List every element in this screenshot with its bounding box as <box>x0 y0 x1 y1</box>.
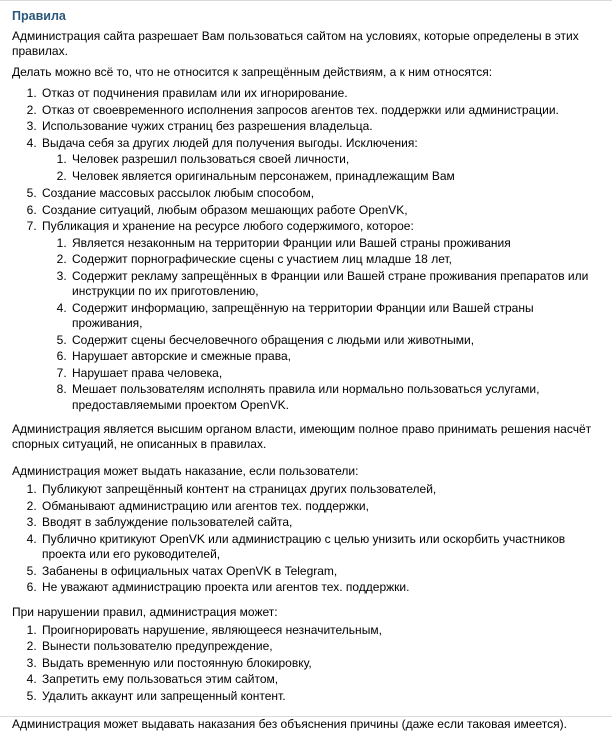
list-item-text: Содержит порнографические сцены с участием лиц младше 18 лет, <box>72 252 452 266</box>
punishment-conditions-list <box>10 482 602 596</box>
list-item-text: Выдача себя за других людей для получения выгоды. Исключения: <box>42 135 418 150</box>
list-item-text: Содержит информацию, запрещённую на территории Франции или Вашей страны проживания, <box>72 300 534 330</box>
list-item-text: Публикация и хранение на ресурсе любого содержимого, которое: <box>42 219 414 233</box>
list-item <box>70 252 602 268</box>
list-item <box>40 203 602 219</box>
list-item <box>40 499 602 515</box>
list-item <box>40 580 602 596</box>
list-item-text: Публично критикуют OpenVK или администрацию с целью унизить или оскорбить участников проекта или его руководителей, <box>42 531 566 561</box>
list-item <box>40 564 602 580</box>
list-item <box>70 236 602 252</box>
list-item <box>70 169 602 185</box>
list-item-text: Забанены в официальных чатах OpenVK в Telegram, <box>42 563 338 578</box>
list-item <box>70 301 602 332</box>
list-item-text: Проигнорировать нарушение, являющееся незначительным, <box>42 622 382 637</box>
list-item-text: Содержит рекламу запрещённых в Франции или Вашей стране проживания препаратов или инструкции по их приготовлению, <box>72 268 589 298</box>
intro-paragraph-2: Делать можно всё то, что не относится к запрещённым действиям, а к ним относятся: <box>12 65 493 79</box>
list-item <box>40 532 602 563</box>
list-item <box>70 152 602 168</box>
list-item <box>40 219 602 413</box>
forbidden-actions-list <box>10 86 602 413</box>
list-item-text: Нарушает права человека, <box>72 365 223 380</box>
list-item-text: Является незаконным на территории Франции или Вашей страны проживания <box>72 235 511 250</box>
list-item <box>40 186 602 202</box>
list-item <box>40 482 602 498</box>
list-item-text: Человек разрешил пользоваться своей личности, <box>72 152 350 166</box>
list-item <box>40 623 602 639</box>
list-item-text: Обманывают администрацию или агентов тех. поддержки, <box>42 498 369 513</box>
list-item-text: Отказ от своевременного исполнения запросов агентов тех. поддержки или администрации. <box>42 102 559 117</box>
list-item-text: Нарушает авторские и смежные права, <box>72 349 291 363</box>
list-item-text: Содержит сцены бесчеловечного обращения с людьми или животными, <box>72 332 475 347</box>
list-item <box>70 333 602 349</box>
list-item-text: Удалить аккаунт или запрещенный контент. <box>42 688 286 703</box>
footer-note-paragraph: Администрация может выдавать наказания без объяснения причины (даже если таковая имеется). <box>12 717 567 731</box>
sublist-impersonation-exceptions <box>42 152 602 184</box>
list-item-text: Человек является оригинальным персонажем, принадлежащим Вам <box>72 168 455 183</box>
list-item <box>70 366 602 382</box>
violation-intro-paragraph: При нарушении правил, администрация может: <box>12 604 278 619</box>
list-item-text: Запретить ему пользоваться этим сайтом, <box>42 672 279 686</box>
list-item <box>40 639 602 655</box>
list-item-text: Не уважают администрацию проекта или агентов тех. поддержки. <box>42 580 410 594</box>
list-item <box>40 103 602 119</box>
list-item-text: Публикуют запрещённый контент на страницах других пользователей, <box>42 482 437 496</box>
admin-authority-paragraph: Администрация является высшим органом власти, имеющим полное право принимать решения насчёт спорных ситуаций, не описанных в правилах. <box>12 422 592 451</box>
list-item <box>40 689 602 705</box>
page-title: Правила <box>12 9 66 23</box>
list-item-text: Выдать временную или постоянную блокировку, <box>42 655 312 670</box>
intro-paragraph-1: Администрация сайта разрешает Вам пользоваться сайтом на условиях, которые определены в этих правилах. <box>12 29 579 58</box>
list-item-text: Создание ситуаций, любым образом мешающих работе OpenVK, <box>42 202 408 217</box>
list-item <box>40 515 602 531</box>
list-item <box>40 656 602 672</box>
list-item-text: Вынести пользователю предупреждение, <box>42 639 273 653</box>
violation-measures-list <box>10 623 602 705</box>
list-item <box>70 349 602 365</box>
list-item <box>70 269 602 300</box>
list-item-text: Использование чужих страниц без разрешения владельца. <box>42 119 373 133</box>
punishment-intro-paragraph: Администрация может выдать наказание, если пользователи: <box>12 464 359 478</box>
list-item-text: Мешает пользователям исполнять правила или нормально пользоваться услугами, предоставляемыми проектом OpenVK. <box>72 382 540 412</box>
list-item-text: Вводят в заблуждение пользователей сайта, <box>42 515 293 529</box>
section-spacer <box>10 707 602 717</box>
list-item <box>70 382 602 413</box>
sublist-forbidden-content <box>42 236 602 414</box>
list-item-text: Создание массовых рассылок любым способом, <box>42 186 315 200</box>
list-item <box>40 672 602 688</box>
list-item <box>40 119 602 135</box>
list-item <box>40 136 602 185</box>
list-item-text: Отказ от подчинения правилам или их игнорирование. <box>42 86 348 100</box>
list-item <box>40 86 602 102</box>
